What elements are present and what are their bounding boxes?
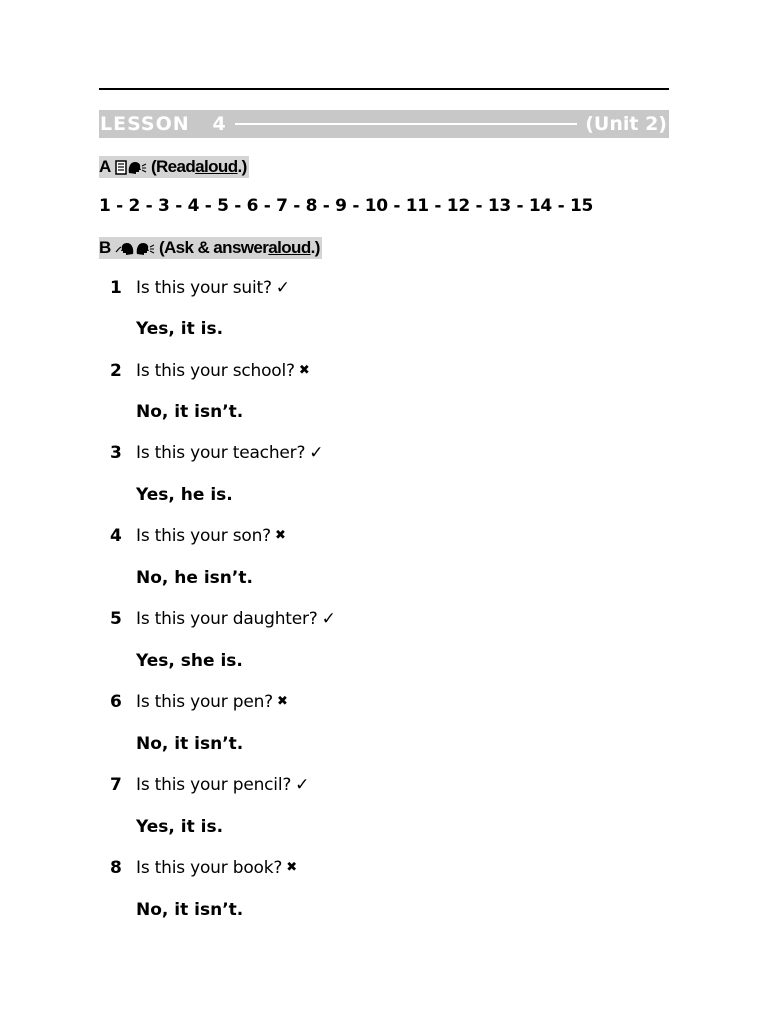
question-label: Is this your pen?: [136, 692, 273, 712]
question-label: Is this your daughter?: [136, 609, 318, 629]
answer-text: Yes, she is.: [136, 651, 243, 671]
lesson-title: LESSON 4: [100, 113, 227, 135]
lesson-header-line: [235, 123, 578, 125]
question-text: [136, 278, 290, 298]
item-number: 6: [110, 692, 122, 712]
section-a-prefix: (Read: [150, 157, 196, 176]
check-icon: ✓: [309, 443, 324, 463]
question-text: [136, 692, 288, 712]
lesson-header: [99, 110, 669, 138]
cross-icon: ✖: [274, 528, 286, 543]
question-label: Is this your book?: [136, 858, 283, 878]
question-text: [136, 609, 336, 629]
item-number: 2: [110, 361, 122, 381]
question-label: Is this your school?: [136, 361, 295, 381]
question-label: Is this your suit?: [136, 278, 272, 298]
section-a-aloud: aloud: [195, 157, 238, 176]
question-text: [136, 858, 297, 878]
section-b-suffix: .): [310, 238, 320, 257]
section-a-letter: A: [99, 157, 111, 176]
question-label: Is this your pencil?: [136, 775, 292, 795]
section-b-heading: [99, 237, 322, 259]
question-text: [136, 526, 286, 546]
item-number: 3: [110, 443, 122, 463]
speaking-head-icon: [127, 160, 147, 175]
listening-head-icon: [115, 241, 135, 256]
cross-icon: ✖: [276, 694, 288, 709]
unit-label: (Unit 2): [585, 113, 667, 135]
item-number: 4: [110, 526, 122, 546]
speaking-head-icon: [135, 241, 155, 256]
check-icon: ✓: [321, 609, 336, 629]
section-a-heading: [99, 156, 249, 178]
item-number: 7: [110, 775, 122, 795]
question-label: Is this your son?: [136, 526, 271, 546]
answer-text: Yes, he is.: [136, 485, 233, 505]
question-text: [136, 775, 309, 795]
section-b-letter: B: [99, 238, 111, 257]
answer-text: No, it isn’t.: [136, 900, 244, 920]
question-label: Is this your teacher?: [136, 443, 306, 463]
answer-text: Yes, it is.: [136, 319, 224, 339]
item-number: 5: [110, 609, 122, 629]
question-text: [136, 443, 323, 463]
question-text: [136, 361, 310, 381]
item-number: 1: [110, 278, 122, 298]
number-sequence: 1 - 2 - 3 - 4 - 5 - 6 - 7 - 8 - 9 - 10 - 11 - 12 - 13 - 14 - 15: [99, 196, 593, 216]
book-icon: [115, 160, 127, 175]
section-a-suffix: .): [237, 157, 247, 176]
section-b-prefix: (Ask & answer: [158, 238, 269, 257]
item-number: 8: [110, 858, 122, 878]
check-icon: ✓: [275, 278, 290, 298]
answer-text: No, he isn’t.: [136, 568, 253, 588]
answer-text: No, it isn’t.: [136, 734, 244, 754]
check-icon: ✓: [295, 775, 310, 795]
top-rule: [99, 88, 669, 90]
cross-icon: ✖: [286, 860, 297, 875]
section-b-aloud: aloud: [268, 238, 311, 257]
answer-text: Yes, it is.: [136, 817, 224, 837]
answer-text: No, it isn’t.: [136, 402, 244, 422]
cross-icon: ✖: [298, 363, 310, 378]
